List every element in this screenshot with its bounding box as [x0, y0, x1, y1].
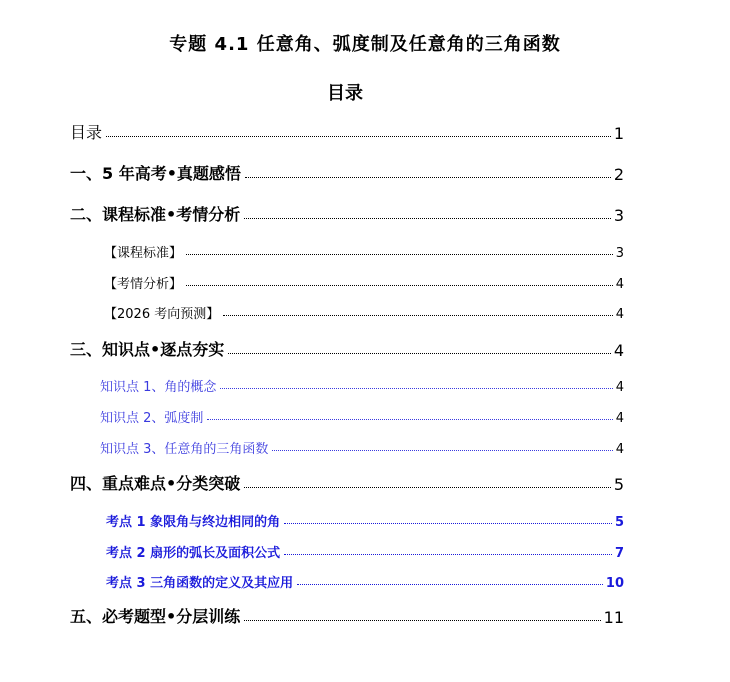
dot-leader	[272, 449, 612, 451]
dot-leader	[223, 314, 613, 316]
dot-leader	[297, 583, 603, 585]
dot-leader	[284, 553, 612, 555]
dot-leader	[244, 486, 611, 488]
toc-entry-page: 1	[613, 124, 624, 143]
toc-entry-exam-analysis[interactable]	[104, 268, 624, 292]
dot-leader	[244, 619, 600, 621]
toc-entry-page: 10	[605, 576, 624, 591]
toc-entry-section-5[interactable]	[70, 603, 624, 627]
toc-entry-section-3[interactable]	[70, 336, 624, 360]
document-title: 专题 4.1 任意角、弧度制及任意角的三角函数	[169, 34, 561, 55]
toc-entry-page: 5	[614, 515, 624, 530]
toc-entry-curriculum-standard[interactable]	[104, 237, 624, 261]
toc-entry-exam-point-3[interactable]	[106, 567, 624, 591]
toc-entry-page: 4	[615, 380, 624, 395]
toc-entry-page: 7	[614, 546, 624, 561]
toc-entry-page: 3	[613, 206, 624, 225]
dot-leader	[284, 522, 612, 524]
toc-heading: 目录	[327, 83, 363, 104]
toc-entry-label: 【课程标准】	[104, 246, 183, 261]
toc-entry-page: 4	[615, 307, 624, 322]
toc-entry-label: 知识点 1、角的概念	[100, 380, 217, 395]
toc-entry-page: 5	[613, 475, 624, 494]
toc-entry-label: 考点 2 扇形的弧长及面积公式	[106, 546, 281, 561]
toc-entry-knowledge-point-2[interactable]	[100, 402, 624, 426]
dot-leader	[228, 352, 611, 354]
toc-entry-label: 考点 1 象限角与终边相同的角	[106, 515, 281, 530]
toc-entry-page: 11	[603, 608, 624, 627]
toc-entry-page: 2	[613, 165, 624, 184]
toc-entry-label: 四、重点难点•分类突破	[70, 474, 241, 493]
toc-entry-label: 知识点 3、任意角的三角函数	[100, 442, 269, 457]
toc-entry-section-4[interactable]	[70, 470, 624, 494]
toc-entry-label: 五、必考题型•分层训练	[70, 607, 241, 626]
toc-entry-label: 【2026 考向预测】	[104, 307, 220, 322]
dot-leader	[186, 253, 613, 255]
dot-leader	[106, 135, 611, 137]
toc-entry-label: 三、知识点•逐点夯实	[70, 340, 225, 359]
toc-entry-label: 二、课程标准•考情分析	[70, 205, 241, 224]
toc-entry-page: 4	[615, 442, 624, 457]
toc-entry-exam-point-2[interactable]	[106, 537, 624, 561]
dot-leader	[207, 418, 612, 420]
toc-entry-label: 考点 3 三角函数的定义及其应用	[106, 576, 294, 591]
dot-leader	[244, 217, 611, 219]
toc-entry-exam-forecast[interactable]	[104, 298, 624, 322]
toc-entry-page: 3	[615, 246, 624, 261]
toc-entry-page: 4	[613, 341, 624, 360]
toc-entry-knowledge-point-1[interactable]	[100, 371, 624, 395]
toc-entry-page: 4	[615, 411, 624, 426]
toc-entry-label: 【考情分析】	[104, 277, 183, 292]
dot-leader	[186, 284, 613, 286]
toc-entry-contents[interactable]	[70, 119, 624, 143]
toc-entry-section-1[interactable]	[70, 160, 624, 184]
toc-entry-label: 知识点 2、弧度制	[100, 411, 204, 426]
toc-entry-exam-point-1[interactable]	[106, 506, 624, 530]
dot-leader	[245, 176, 611, 178]
toc-entry-page: 4	[615, 277, 624, 292]
toc-entry-label: 目录	[70, 123, 103, 142]
toc-entry-label: 一、5 年高考•真题感悟	[70, 164, 241, 183]
dot-leader	[220, 387, 612, 389]
toc-entry-knowledge-point-3[interactable]	[100, 433, 624, 457]
toc-entry-section-2[interactable]	[70, 201, 624, 225]
